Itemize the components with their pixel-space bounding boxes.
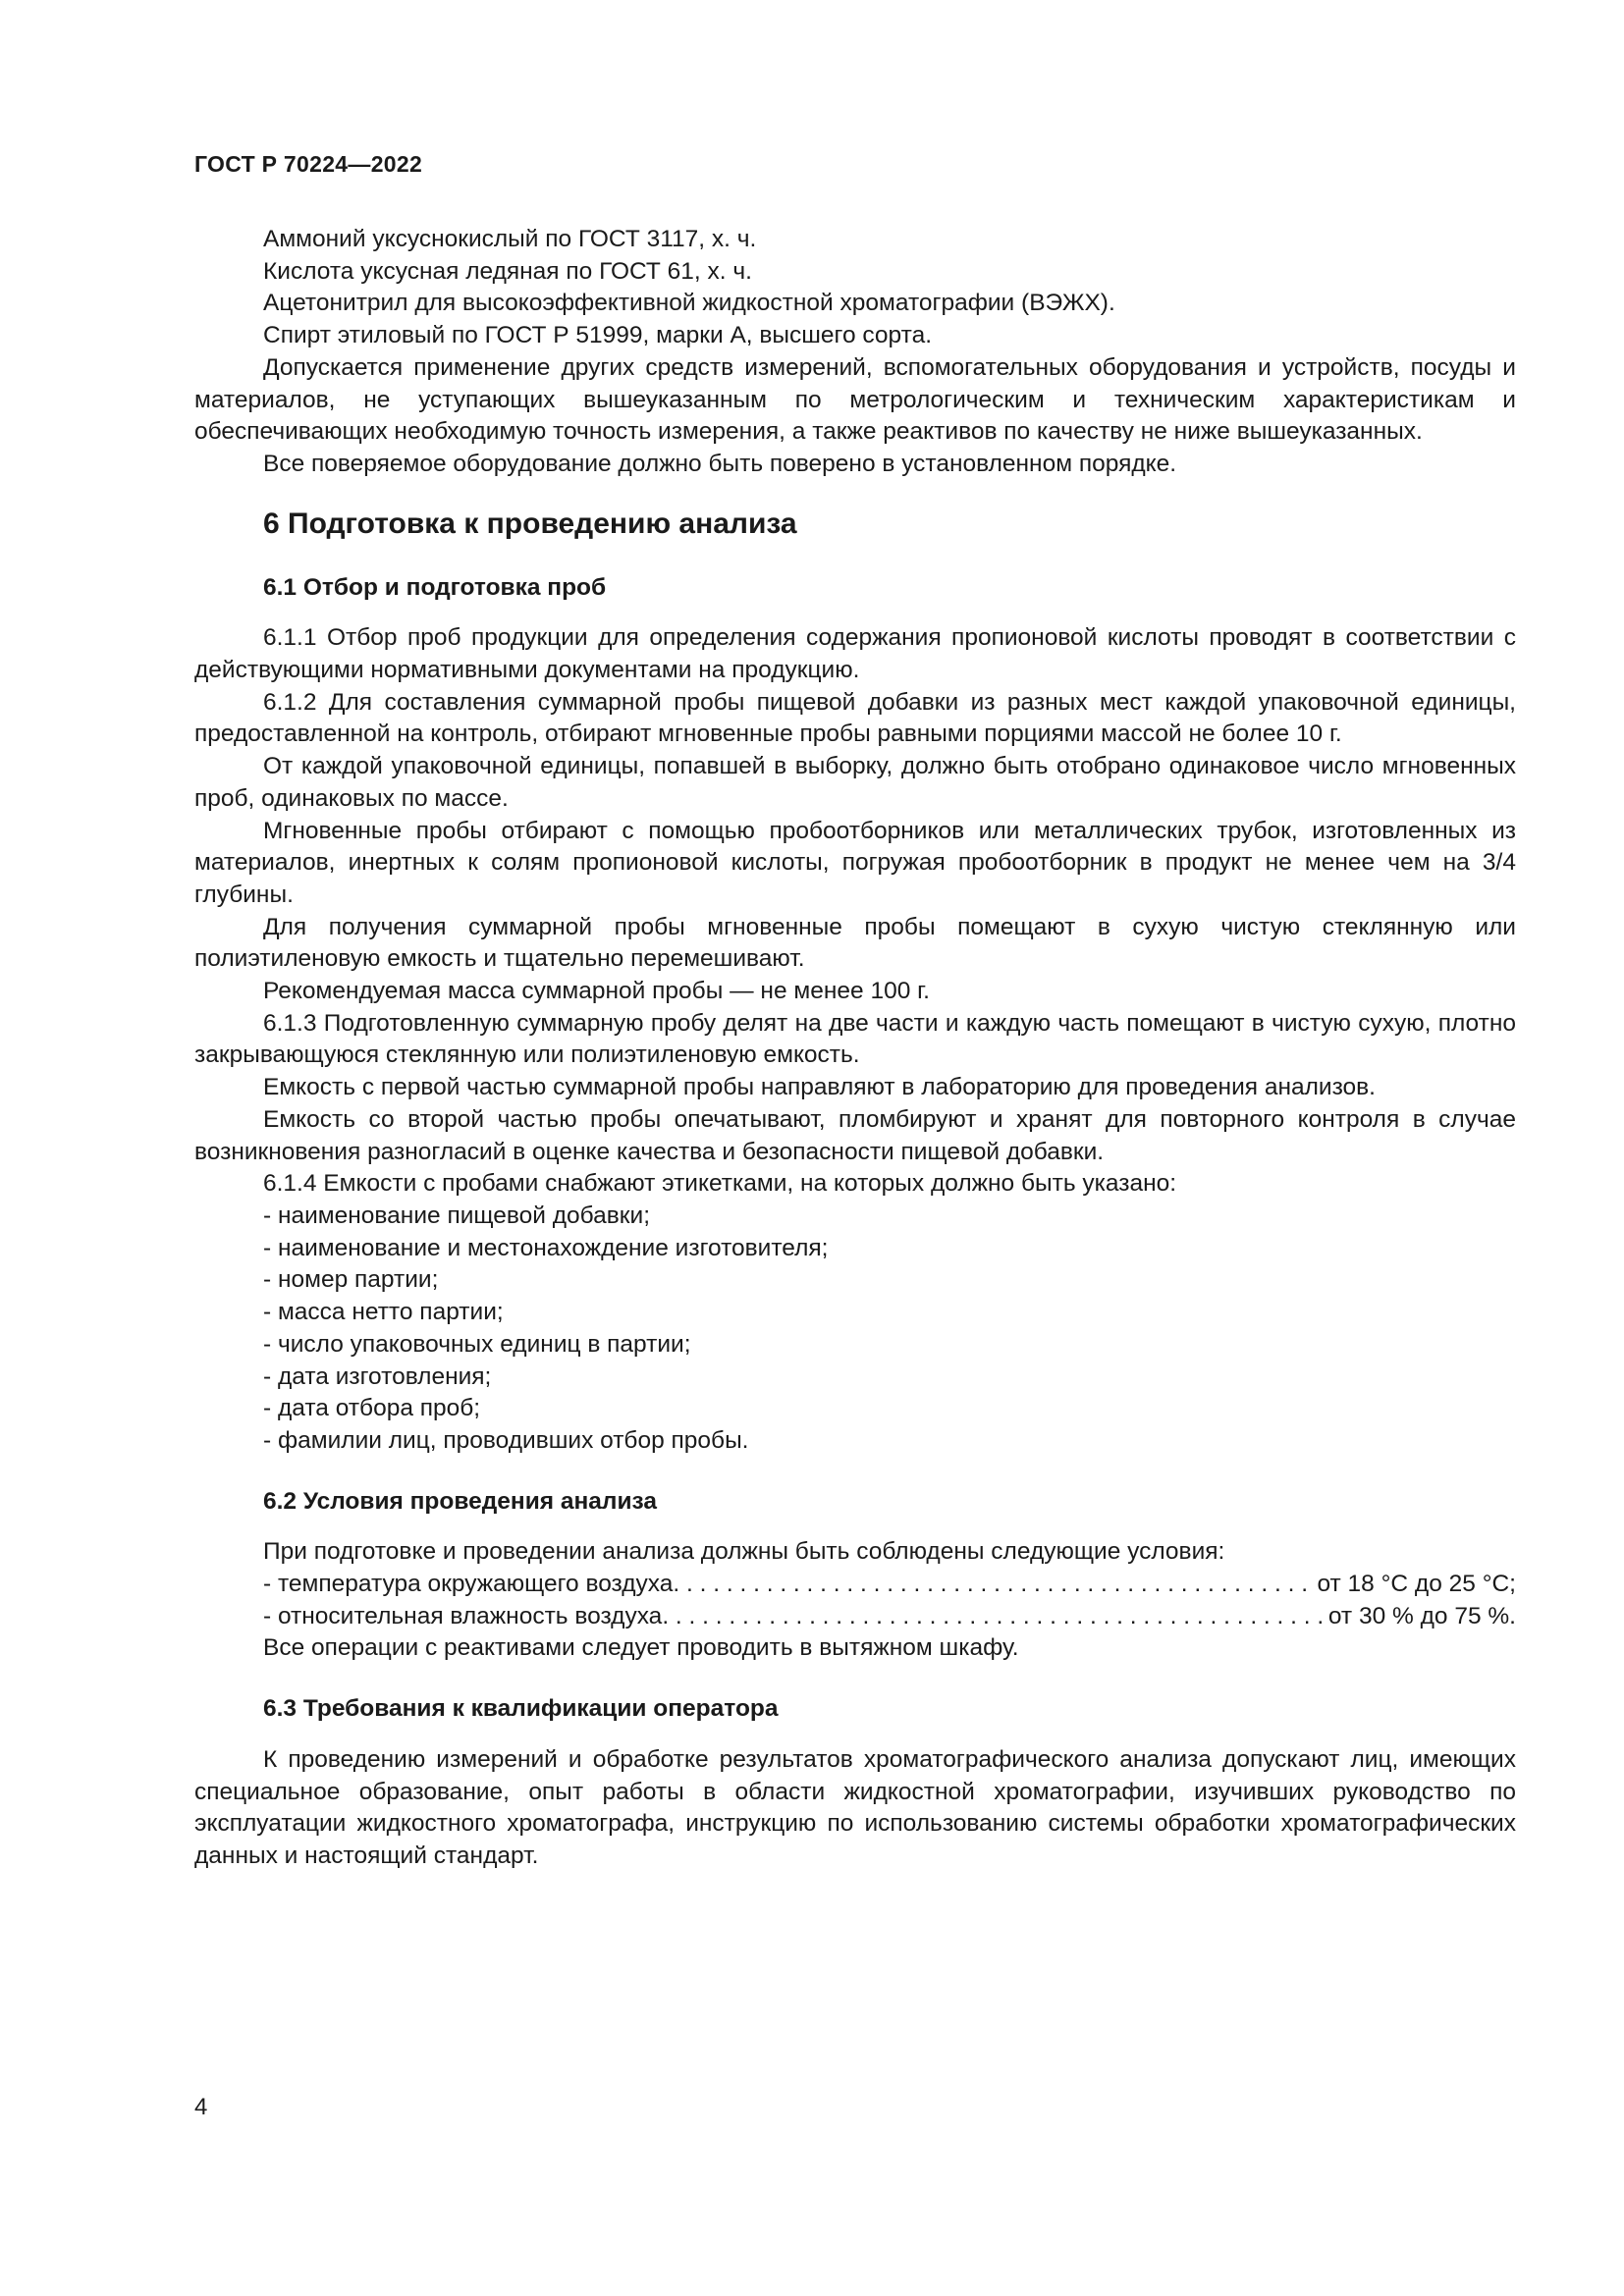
list-item: - число упаковочных единиц в партии; <box>263 1330 691 1358</box>
list-item: - фамилии лиц, проводивших отбор пробы. <box>263 1426 749 1454</box>
subsection-heading: 6.3 Требования к квалификации оператора <box>263 1695 779 1723</box>
list-item: - масса нетто партии; <box>263 1299 504 1326</box>
document-code-header: ГОСТ Р 70224—2022 <box>194 151 423 177</box>
reagent-line: Спирт этиловый по ГОСТ Р 51999, марки А, высшего сорта. <box>263 322 932 349</box>
paragraph: 6.1.1 Отбор проб продукции для определения содержания пропионовой кислоты проводят в соответствии с действующими нормативными документами на продукцию. <box>194 624 1516 684</box>
condition-row-humidity <box>263 1601 1516 1633</box>
list-item: - дата изготовления; <box>263 1362 492 1390</box>
paragraph: Для получения суммарной пробы мгновенные пробы помещают в сухую чистую стеклянную или полиэтиленовую емкость и тщательно перемешивают. <box>194 913 1516 973</box>
condition-label: - относительная влажность воздуха <box>263 1602 663 1629</box>
subsection-heading: 6.2 Условия проведения анализа <box>263 1487 658 1515</box>
dot-leader <box>673 1569 1317 1601</box>
paragraph: 6.1.3 Подготовленную суммарную пробу делят на две части и каждую часть помещают в чистую сухую, плотно закрывающуюся стеклянную или полиэтиленовую емкость. <box>194 1009 1516 1069</box>
condition-value: от 18 °С до 25 °С; <box>1317 1571 1516 1598</box>
condition-label: - температура окружающего воздуха <box>263 1571 674 1598</box>
list-item: - дата отбора проб; <box>263 1395 481 1422</box>
list-item: - номер партии; <box>263 1266 439 1294</box>
paragraph: Рекомендуемая масса суммарной пробы — не менее 100 г. <box>263 978 930 1005</box>
subsection-heading: 6.1 Отбор и подготовка проб <box>263 573 607 601</box>
label-requirements-list <box>194 1201 1516 1458</box>
page-content <box>194 224 1516 1873</box>
section-heading: 6 Подготовка к проведению анализа <box>263 507 797 540</box>
paragraph: 6.1.4 Емкости с пробами снабжают этикетками, на которых должно быть указано: <box>263 1170 1177 1198</box>
paragraph: Все операции с реактивами следует проводить в вытяжном шкафу. <box>263 1634 1019 1662</box>
paragraph: Мгновенные пробы отбирают с помощью пробоотборников или металлических трубок, изготовленных из материалов, инертных к солям пропионовой кислоты, погружая пробоотборник в продукт не менее чем на 3/4 глубины. <box>194 817 1516 908</box>
list-item: - наименование и местонахождение изготовителя; <box>263 1234 829 1261</box>
paragraph: Емкость с первой частью суммарной пробы направляют в лабораторию для проведения анализов. <box>263 1074 1376 1101</box>
paragraph: Допускается применение других средств измерений, вспомогательных оборудования и устройств, посуды и материалов, не уступающих вышеуказанным по метрологическим и техническим характеристикам и обеспечивающих необходимую точность измерения, а также реактивов по качеству не ниже вышеуказанных. <box>194 353 1516 446</box>
page-number: 4 <box>194 2094 208 2120</box>
dot-leader <box>662 1601 1328 1633</box>
paragraph: При подготовке и проведении анализа должны быть соблюдены следующие условия: <box>263 1538 1225 1566</box>
condition-row-temperature <box>263 1569 1516 1601</box>
reagent-line: Аммоний уксуснокислый по ГОСТ 3117, х. ч. <box>263 226 757 252</box>
paragraph: Все поверяемое оборудование должно быть поверено в установленном порядке. <box>263 450 1177 477</box>
paragraph: От каждой упаковочной единицы, попавшей в выборку, должно быть отобрано одинаковое число мгновенных проб, одинаковых по массе. <box>194 753 1516 812</box>
paragraph: 6.1.2 Для составления суммарной пробы пищевой добавки из разных мест каждой упаковочной единицы, предоставленной на контроль, отбирают мгновенные пробы равными порциями массой не более 10 г. <box>194 688 1516 748</box>
paragraph: К проведению измерений и обработке результатов хроматографического анализа допускают лиц, имеющих специальное образование, опыт работы в области жидкостной хроматографии, изучивших руководство по эксплуатации жидкостного хроматографа, инструкцию по использованию системы обработки хроматографических данных и настоящий стандарт. <box>194 1745 1516 1869</box>
paragraph: Емкость со второй частью пробы опечатывают, пломбируют и хранят для повторного контроля в случае возникновения разногласий в оценке качества и безопасности пищевой добавки. <box>194 1105 1516 1165</box>
reagent-line: Ацетонитрил для высокоэффективной жидкостной хроматографии (ВЭЖХ). <box>263 290 1115 317</box>
reagent-line: Кислота уксусная ледяная по ГОСТ 61, х. ч. <box>263 257 752 285</box>
list-item: - наименование пищевой добавки; <box>263 1201 651 1229</box>
condition-value: от 30 % до 75 %. <box>1327 1602 1516 1629</box>
